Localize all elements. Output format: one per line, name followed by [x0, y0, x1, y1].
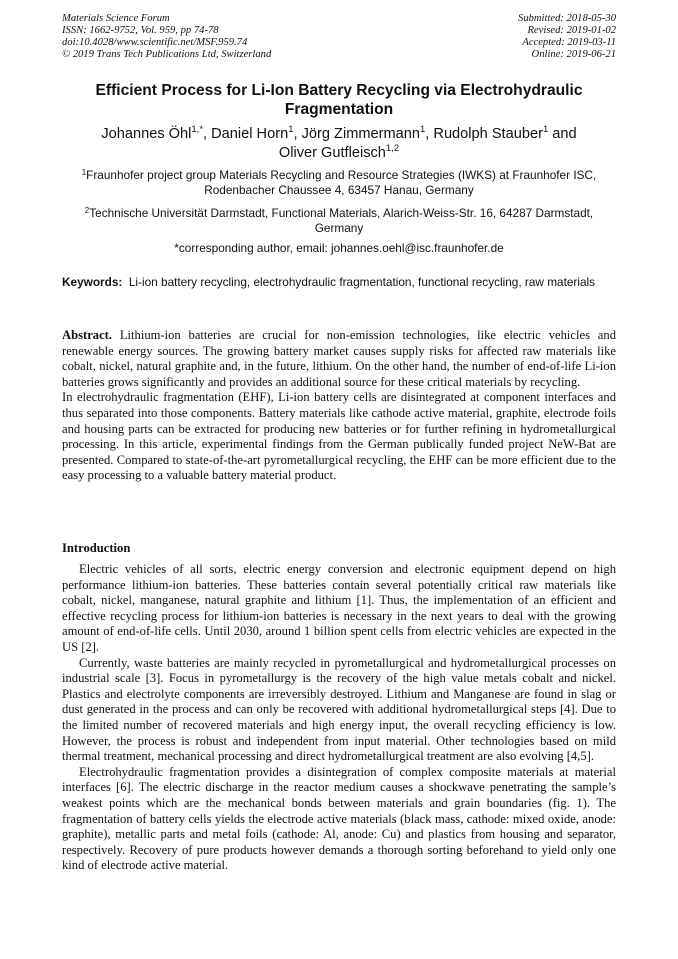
abstract — [62, 328, 616, 484]
doi-line[interactable]: doi:10.4028/www.scientific.net/MSF.959.74 — [62, 37, 248, 48]
affiliation-mark: 2 — [84, 206, 90, 215]
abstract-paragraph — [62, 328, 616, 390]
introduction-body — [62, 562, 616, 874]
keywords-text: Li-ion battery recycling, electrohydraulic fragmentation, functional recycling, raw materials — [128, 275, 596, 289]
journal-info — [62, 13, 271, 61]
author-affiliation-mark: 1,2 — [385, 143, 400, 154]
body-paragraph: Currently, waste batteries are mainly recycled in pyrometallurgical and hydrometallurgical processes on industrial scale [3]. Focus in pyrometallurgy is the recovery of the high value metals cobalt and nickel. Plastics and electrolyte components are irreversibly destroyed. Lithium and Manganese are found in slag or dust generated in the process and can only be recovered with additional hydrometallurgical steps [4]. Due to the limited number of recovered materials and high energy input, the overall recycling efficiency is low. However, the process is robust and independent from input material. Other technologies based on mild thermal treatment, mechanical processing and direct hydrometallurgical treatment are also evolving [4,5]. — [62, 655, 616, 764]
accepted-date: Accepted: 2019-03-11 — [522, 37, 616, 48]
affiliation-2 — [62, 206, 616, 236]
author-separator: and — [548, 126, 577, 142]
author-name: Rudolph Stauber — [433, 126, 543, 142]
author-separator: , — [425, 126, 434, 142]
author-separator: , — [293, 126, 302, 142]
abstract-paragraph: In electrohydraulic fragmentation (EHF), Li-ion battery cells are disintegrated at component interfaces and thus separated into those components. Battery materials like cathode active material, graphite, electrode foils and housing parts can be extracted for producing new batteries or for further refining in hydrometallurgical processing. In this article, experimental findings from the German publically funded project NeW-Bat are presented. Compared to state-of-the-art pyrometallurgical recycling, the EHF can be more efficient due to the easy processing to a valuable battery material product. — [62, 390, 616, 483]
author-affiliation-mark: 1 — [542, 124, 549, 135]
affiliation-mark: 1 — [81, 168, 87, 177]
author-list — [62, 125, 616, 163]
abstract-text: Lithium-ion batteries are crucial for non-emission technologies, like electric vehicles and renewable energy sources. The growing battery market causes supply risks for affected raw materials like cobalt, nickel, natural graphite and, in the future, lithium. On the other hand, the number of end-of-life Li-ion batteries grows significantly and provides an additional source for these critical materials by recycling. — [62, 328, 616, 389]
online-date: Online: 2019-06-21 — [531, 49, 616, 60]
body-paragraph: Electric vehicles of all sorts, electric energy conversion and electronic equipment depend on high performance lithium-ion batteries. These batteries contain several potentially critical raw materials like cobalt, nickel, manganese, natural graphite and lithium [1]. Thus, the implementation of an efficient and effective recycling process for lithium-ion batteries is necessary in the next years to deal with the growing amount of end-of-life cells. Until 2030, around 1 billion spent cells from electric vehicles are expected in the US [2]. — [62, 562, 616, 654]
affiliation-1 — [62, 168, 616, 198]
author-separator: , — [203, 126, 212, 142]
keywords — [62, 275, 616, 290]
author-name: Johannes Öhl — [101, 126, 192, 142]
corresponding-author: *corresponding author, email: johannes.oehl@isc.fraunhofer.de — [174, 241, 504, 255]
author-affiliation-mark: 1,* — [191, 124, 204, 135]
journal-name: Materials Science Forum — [62, 13, 170, 24]
author-name: Oliver Gutfleisch — [278, 145, 386, 161]
revised-date: Revised: 2019-01-02 — [527, 25, 616, 36]
body-paragraph: Electrohydraulic fragmentation provides a disintegration of complex composite materials at material interfaces [6]. The electric discharge in the reactor medium causes a shockwave penetrating the sample’s weakest points which are the mechanical bonds between materials and grain boundaries (fig. 1). The fragmentation of battery cells yields the electrode active materials (black mass, cathode: mixed oxide, anode: graphite), metallic parts and metal foils (cathode: Al, anode: Cu) and plastics from housing and separator, respectively. Recovery of pure products however demands a thorough sorting beforehand to yield only one kind of electrode active material. — [62, 764, 616, 873]
author-affiliation-mark: 1 — [420, 124, 426, 135]
affiliation-text: Technische Universität Darmstadt, Functional Materials, Alarich-Weiss-Str. 16, 64287 Darmstadt, Germany — [89, 206, 594, 235]
submitted-date: Submitted: 2018-05-30 — [518, 13, 616, 24]
author-affiliation-mark: 1 — [288, 124, 294, 135]
paper-title: Efficient Process for Li-Ion Battery Recycling via Electrohydraulic Fragmentation — [95, 82, 583, 118]
copyright-line: © 2019 Trans Tech Publications Ltd, Switzerland — [62, 49, 272, 60]
author-name: Jörg Zimmermann — [301, 126, 420, 142]
section-heading-introduction: Introduction — [62, 541, 131, 555]
affiliation-text: Fraunhofer project group Materials Recycling and Resource Strategies (IWKS) at Fraunhofer ISC, Rodenbacher Chaussee 4, 63457 Hanau, Germany — [86, 168, 597, 197]
issn-line: ISSN: 1662-9752, Vol. 959, pp 74-78 — [62, 25, 219, 36]
author-name: Daniel Horn — [211, 126, 289, 142]
abstract-label: Abstract. — [62, 328, 113, 342]
submission-dates — [518, 13, 616, 61]
keywords-label: Keywords: — [62, 275, 123, 289]
